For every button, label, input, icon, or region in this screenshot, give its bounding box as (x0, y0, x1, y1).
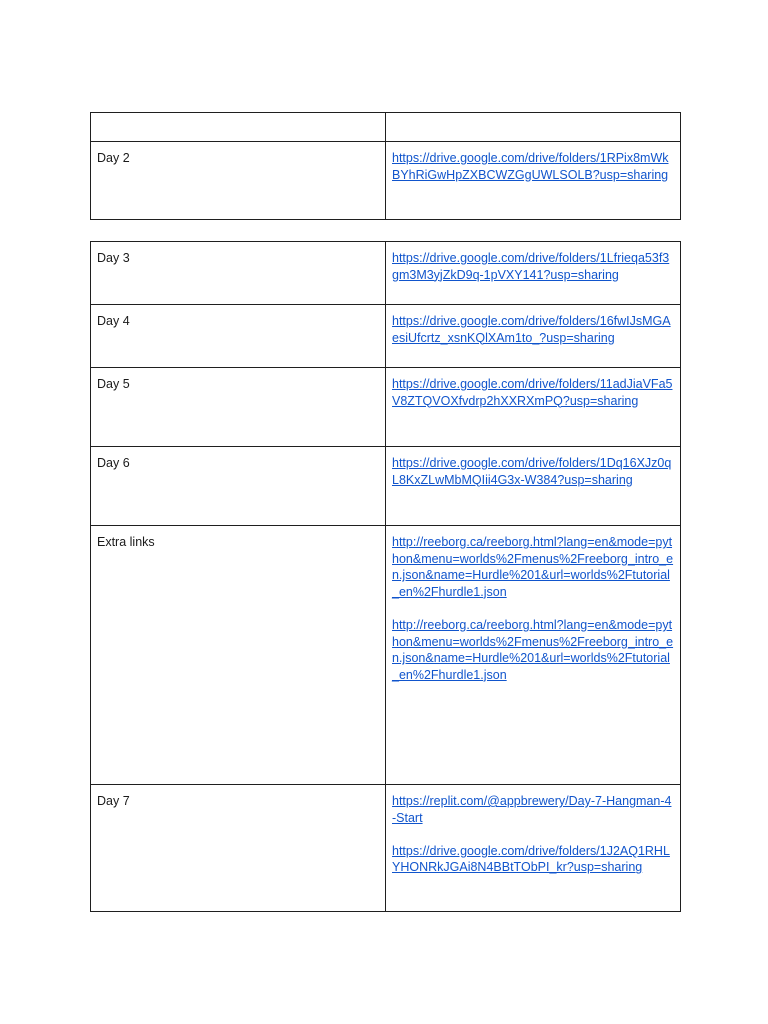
links-table-2 (90, 241, 681, 912)
reeborg-link[interactable]: http://reeborg.ca/reeborg.html?lang=en&mode=python&menu=worlds%2Fmenus%2Freeborg_intro_en.json&name=Hurdle%201&url=worlds%2Ftutorial_en%2Fhurdle1.json (392, 535, 674, 599)
row-label-cell (91, 526, 386, 785)
day-label: Day 2 (97, 151, 130, 165)
row-link-cell (386, 305, 681, 368)
table-row (91, 526, 681, 785)
row-link-cell (386, 785, 681, 912)
table-row (91, 242, 681, 305)
drive-folder-link[interactable]: https://drive.google.com/drive/folders/1J2AQ1RHLYHONRkJGAi8N4BBtTObPI_kr?usp=sharing (392, 843, 670, 875)
drive-folder-link[interactable]: https://drive.google.com/drive/folders/1Dq16XJz0qL8KxZLwMbMQIii4G3x-W384?usp=sharing (392, 456, 672, 487)
reeborg-link[interactable]: http://reeborg.ca/reeborg.html?lang=en&mode=python&menu=worlds%2Fmenus%2Freeborg_intro_en.json&name=Hurdle%201&url=worlds%2Ftutorial_en%2Fhurdle1.json (392, 617, 674, 682)
table-row (91, 785, 681, 912)
row-label-cell (91, 447, 386, 526)
table-row (91, 447, 681, 526)
table-header-row (91, 113, 681, 142)
links-table-1 (90, 112, 681, 220)
row-link-cell (386, 242, 681, 305)
row-label-cell (91, 368, 386, 447)
extra-links-label: Extra links (97, 535, 155, 549)
header-cell-right (386, 113, 681, 142)
header-cell-left (91, 113, 386, 142)
link-spacer (392, 826, 674, 843)
row-label-cell (91, 785, 386, 912)
day-label: Day 6 (97, 456, 130, 470)
row-label-cell (91, 242, 386, 305)
day-label: Day 7 (97, 794, 130, 808)
row-link-cell (386, 368, 681, 447)
drive-folder-link[interactable]: https://drive.google.com/drive/folders/1RPix8mWkBYhRiGwHpZXBCWZGgUWLSOLB?usp=sharing (392, 151, 669, 182)
day-label: Day 5 (97, 377, 130, 391)
day-label: Day 3 (97, 251, 130, 265)
row-link-cell (386, 526, 681, 785)
day-label: Day 4 (97, 314, 130, 328)
table-row (91, 305, 681, 368)
row-link-cell (386, 447, 681, 526)
link-spacer (392, 600, 674, 617)
drive-folder-link[interactable]: https://drive.google.com/drive/folders/11adJiaVFa5V8ZTQVOXfvdrp2hXXRXmPQ?usp=sharing (392, 377, 673, 408)
row-label-cell (91, 305, 386, 368)
drive-folder-link[interactable]: https://drive.google.com/drive/folders/16fwIJsMGAesiUfcrtz_xsnKQlXAm1to_?usp=sharing (392, 314, 671, 345)
row-label-cell (91, 142, 386, 220)
table-row (91, 368, 681, 447)
replit-link[interactable]: https://replit.com/@appbrewery/Day-7-Hangman-4-Start (392, 794, 672, 825)
table-row (91, 142, 681, 220)
header-cell-right-text (386, 113, 680, 127)
row-link-cell (386, 142, 681, 220)
drive-folder-link[interactable]: https://drive.google.com/drive/folders/1Lfrieqa53f3gm3M3yjZkD9q-1pVXY141?usp=sharing (392, 251, 670, 282)
header-cell-left-text (91, 113, 385, 127)
